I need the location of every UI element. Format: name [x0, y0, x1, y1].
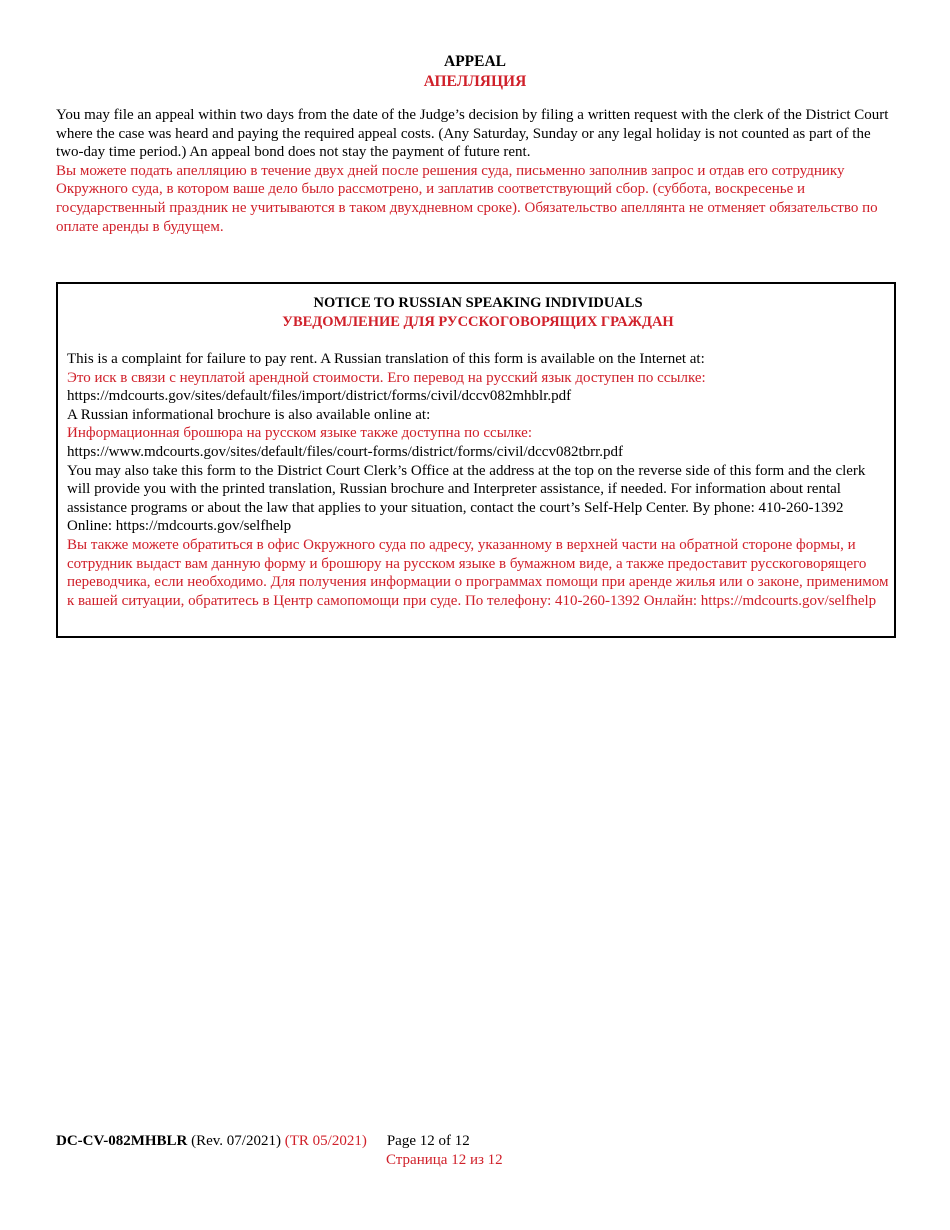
page-number: Page 12 of 12	[386, 1133, 470, 1149]
appeal-section	[56, 52, 894, 236]
notice-heading: NOTICE TO RUSSIAN SPEAKING INDIVIDUALS	[313, 295, 643, 311]
notice-body	[67, 350, 889, 610]
form-translation-link[interactable]: https://mdcourts.gov/sites/default/files/import/district/forms/civil/dccv082mhblr.pdf	[67, 388, 572, 405]
brochure-link[interactable]: https://www.mdcourts.gov/sites/default/files/court-forms/district/forms/civil/dccv082tbrr.pdf	[67, 443, 624, 460]
form-code: DC-CV-082MHBLR	[56, 1133, 188, 1149]
appeal-heading: APPEAL	[444, 53, 506, 70]
translation-revision: (TR 05/2021)	[284, 1133, 367, 1149]
clerk-office-text: You may also take this form to the District Court Clerk’s Office at the address at the top on the reverse side of this form and the clerk will provide you with the printed translation, Russian brochure and Interpreter assistance, if needed. For information about rental assistance programs or about the law that applies to your situation, contact the court’s Self-Help Center. By phone: 410-260-1392 Online: https://mdcourts.gov/selfhelp	[67, 462, 866, 535]
appeal-heading-russian: АПЕЛЛЯЦИЯ	[423, 73, 527, 90]
russian-notice-box	[56, 282, 896, 638]
page-footer	[56, 1132, 656, 1170]
page-number-russian: Страница 12 из 12	[386, 1152, 503, 1168]
appeal-text-russian: Вы можете подать апелляцию в течение двух дней после решения суда, письменно заполнив запрос и отдав его сотруднику Окружного суда, в котором ваше дело было рассмотрено, и заплатив соответствующий сбор. (суббота, воскресенье и государственный праздник не учитываются в таком двухдневном сроке). Обязательство апеллянта не отменяет обязательство по оплате аренды в будущем.	[56, 162, 878, 235]
complaint-text: This is a complaint for failure to pay rent. A Russian translation of this form is available on the Internet at:	[67, 351, 705, 367]
brochure-text-russian: Информационная брошюра на русском языке также доступна по ссылке:	[67, 425, 533, 442]
appeal-text: You may file an appeal within two days from the date of the Judge’s decision by filing a written request with the clerk of the District Court where the case was heard and paying the required appeal costs. (Any Saturday, Sunday or any legal holiday is not counted as part of the two-day time period.) An appeal bond does not stay the payment of future rent.	[56, 107, 889, 161]
clerk-office-text-russian: Вы также можете обратиться в офис Окружного суда по адресу, указанному в верхней части на обратной стороне формы, и сотрудник выдаст вам данную форму и брошюру на русском языке в бумажном виде, а также предоставит русскоговорящего переводчика, если необходимо. Для получения информации о программах помощи при аренде жилья или о законе, применимом к вашей ситуации, обратитесь в Центр самопомощи при суде. По телефону: 410-260-1392 Онлайн: https://mdcourts.gov/selfhelp	[67, 536, 889, 609]
notice-heading-russian: УВЕДОМЛЕНИЕ ДЛЯ РУССКОГОВОРЯЩИХ ГРАЖДАН	[282, 313, 674, 330]
complaint-text-russian: Это иск в связи с неуплатой арендной стоимости. Его перевод на русский язык доступен по ссылке:	[67, 369, 706, 386]
brochure-text: A Russian informational brochure is also available online at:	[67, 406, 431, 423]
form-revision: (Rev. 07/2021)	[191, 1133, 281, 1149]
